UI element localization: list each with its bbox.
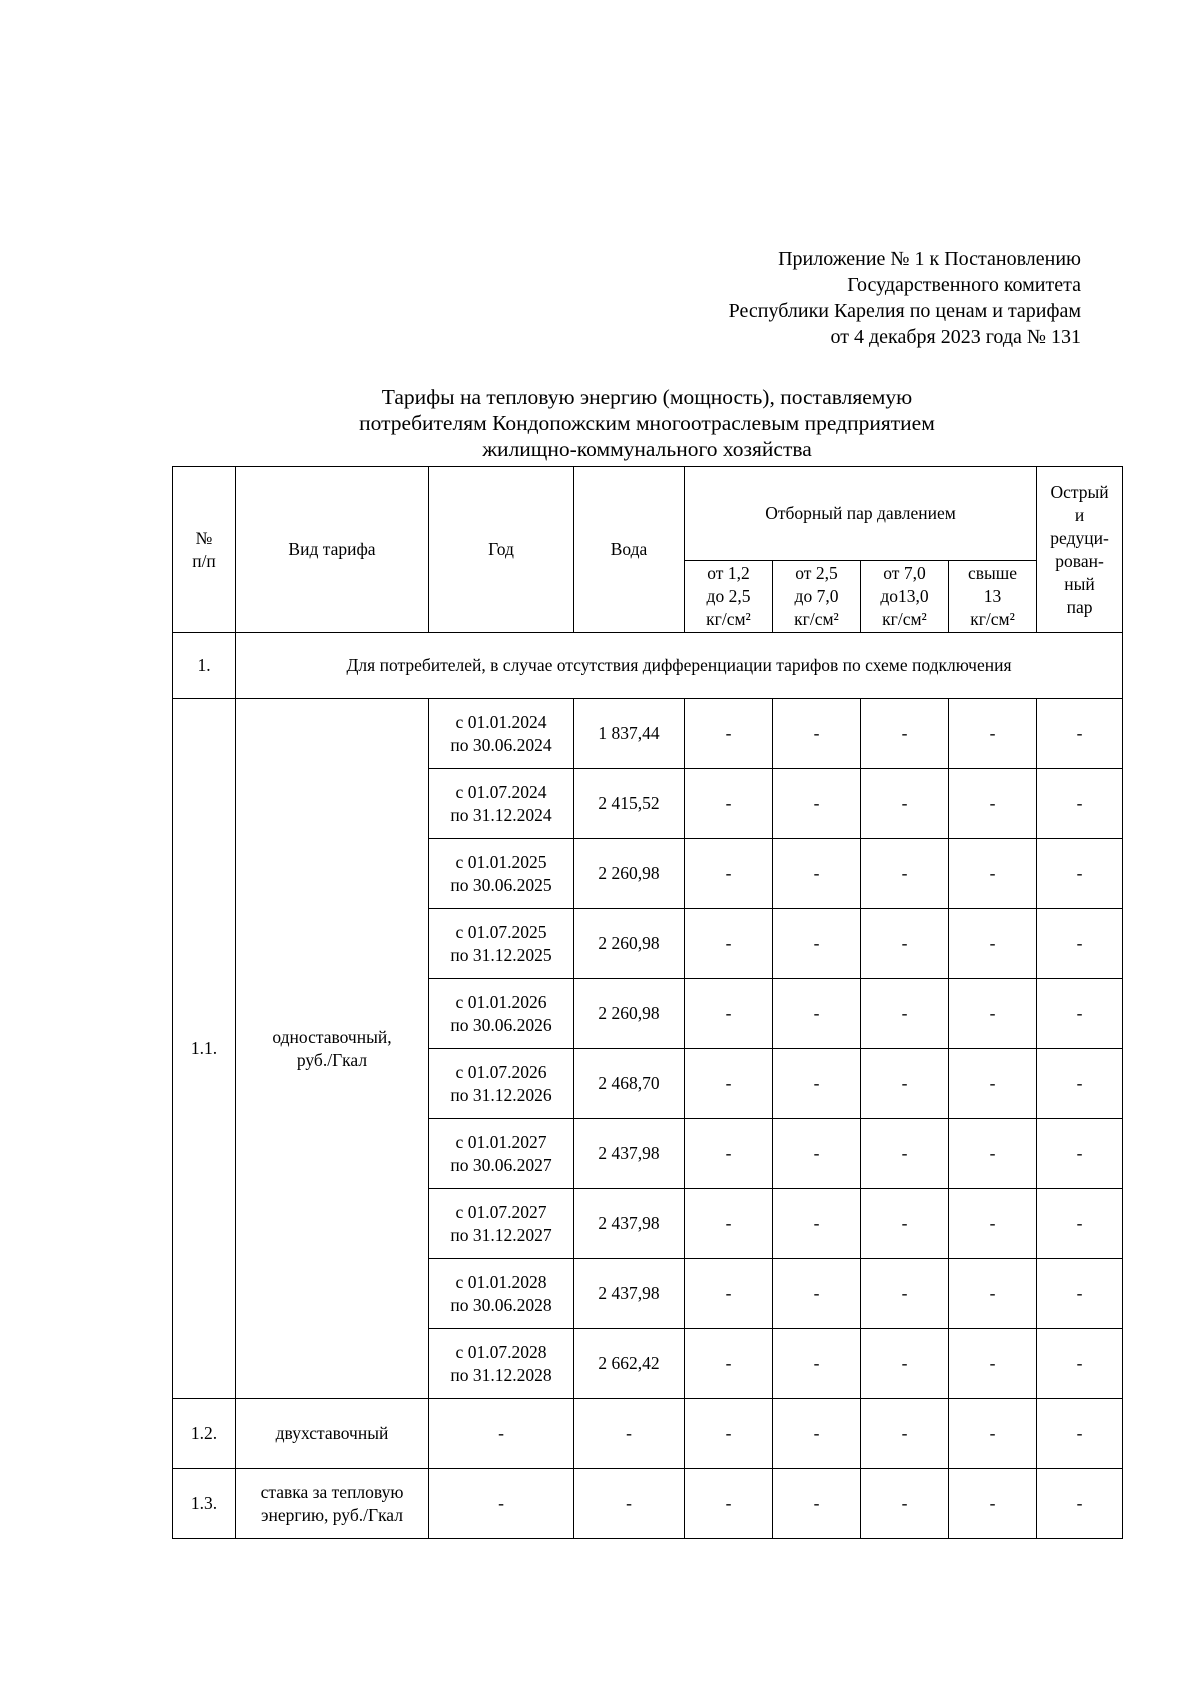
- pressure-3-cell: -: [861, 909, 949, 979]
- period-cell: с 01.07.2025 по 31.12.2025: [429, 909, 574, 979]
- pressure-2-cell: -: [773, 699, 861, 769]
- header-sharp-steam: Острый и редуци- рован- ный пар: [1037, 467, 1123, 633]
- row-sharp-steam: -: [1037, 1469, 1123, 1539]
- period-cell: с 01.07.2027 по 31.12.2027: [429, 1189, 574, 1259]
- pressure-2-cell: -: [773, 839, 861, 909]
- period-cell: с 01.07.2024 по 31.12.2024: [429, 769, 574, 839]
- document-title: [172, 384, 1122, 462]
- row-pressure-2: -: [773, 1399, 861, 1469]
- period-cell: с 01.01.2024 по 30.06.2024: [429, 699, 574, 769]
- sharp-steam-cell: -: [1037, 839, 1123, 909]
- pressure-3-cell: -: [861, 1189, 949, 1259]
- pressure-1-cell: -: [685, 1119, 773, 1189]
- sharp-steam-cell: -: [1037, 1119, 1123, 1189]
- pressure-2-cell: -: [773, 979, 861, 1049]
- appendix-line: Приложение № 1 к Постановлению: [778, 248, 1081, 270]
- row-tariff: одноставочный, руб./Гкал: [236, 699, 429, 1399]
- sharp-steam-cell: -: [1037, 979, 1123, 1049]
- table-row: [173, 699, 1123, 769]
- water-tariff-cell: 2 260,98: [574, 909, 685, 979]
- row-year: -: [429, 1469, 574, 1539]
- section-title: Для потребителей, в случае отсутствия дифференциации тарифов по схеме подключения: [236, 633, 1123, 699]
- pressure-2-cell: -: [773, 1049, 861, 1119]
- pressure-4-cell: -: [949, 1049, 1037, 1119]
- period-cell: с 01.01.2025 по 30.06.2025: [429, 839, 574, 909]
- row-sharp-steam: -: [1037, 1399, 1123, 1469]
- pressure-3-cell: -: [861, 839, 949, 909]
- row-pressure-2: -: [773, 1469, 861, 1539]
- sharp-steam-cell: -: [1037, 699, 1123, 769]
- table-row: [173, 1399, 1123, 1469]
- sharp-steam-cell: -: [1037, 1049, 1123, 1119]
- water-tariff-cell: 2 260,98: [574, 839, 685, 909]
- pressure-1-cell: -: [685, 699, 773, 769]
- appendix-line: Государственного комитета: [847, 274, 1081, 296]
- header-pressure-3: от 7,0 до13,0 кг/см²: [861, 561, 949, 633]
- water-tariff-cell: 2 468,70: [574, 1049, 685, 1119]
- header-year: Год: [429, 467, 574, 633]
- row-tariff: ставка за тепловую энергию, руб./Гкал: [236, 1469, 429, 1539]
- appendix-line: от 4 декабря 2023 года № 131: [830, 326, 1081, 348]
- pressure-1-cell: -: [685, 1189, 773, 1259]
- pressure-2-cell: -: [773, 1329, 861, 1399]
- header-pressure-1: от 1,2 до 2,5 кг/см²: [685, 561, 773, 633]
- pressure-2-cell: -: [773, 1259, 861, 1329]
- header-water: Вода: [574, 467, 685, 633]
- water-tariff-cell: 2 437,98: [574, 1189, 685, 1259]
- pressure-2-cell: -: [773, 909, 861, 979]
- tariff-table: [172, 466, 1123, 1539]
- water-tariff-cell: 2 415,52: [574, 769, 685, 839]
- pressure-3-cell: -: [861, 1119, 949, 1189]
- sharp-steam-cell: -: [1037, 1189, 1123, 1259]
- water-tariff-cell: 2 437,98: [574, 1259, 685, 1329]
- pressure-1-cell: -: [685, 1049, 773, 1119]
- sharp-steam-cell: -: [1037, 1259, 1123, 1329]
- pressure-4-cell: -: [949, 979, 1037, 1049]
- water-tariff-cell: 1 837,44: [574, 699, 685, 769]
- water-tariff-cell: 2 260,98: [574, 979, 685, 1049]
- header-pressure-2: от 2,5 до 7,0 кг/см²: [773, 561, 861, 633]
- row-num: 1.2.: [173, 1399, 236, 1469]
- section-num: 1.: [173, 633, 236, 699]
- period-cell: с 01.01.2028 по 30.06.2028: [429, 1259, 574, 1329]
- table-row: [173, 1469, 1123, 1539]
- pressure-4-cell: -: [949, 1259, 1037, 1329]
- appendix-line: Республики Карелия по ценам и тарифам: [728, 300, 1081, 322]
- pressure-1-cell: -: [685, 979, 773, 1049]
- pressure-3-cell: -: [861, 699, 949, 769]
- pressure-1-cell: -: [685, 909, 773, 979]
- row-pressure-3: -: [861, 1399, 949, 1469]
- row-pressure-4: -: [949, 1399, 1037, 1469]
- section-row: [173, 633, 1123, 699]
- period-cell: с 01.01.2026 по 30.06.2026: [429, 979, 574, 1049]
- pressure-1-cell: -: [685, 1259, 773, 1329]
- row-num: 1.3.: [173, 1469, 236, 1539]
- period-cell: с 01.07.2026 по 31.12.2026: [429, 1049, 574, 1119]
- row-water: -: [574, 1469, 685, 1539]
- row-pressure-1: -: [685, 1469, 773, 1539]
- header-tariff-type: Вид тарифа: [236, 467, 429, 633]
- title-line: потребителям Кондопожским многоотраслевым предприятием: [359, 411, 935, 435]
- pressure-4-cell: -: [949, 1329, 1037, 1399]
- sharp-steam-cell: -: [1037, 909, 1123, 979]
- row-num: 1.1.: [173, 699, 236, 1399]
- sharp-steam-cell: -: [1037, 769, 1123, 839]
- row-year: -: [429, 1399, 574, 1469]
- pressure-1-cell: -: [685, 839, 773, 909]
- water-tariff-cell: 2 437,98: [574, 1119, 685, 1189]
- pressure-2-cell: -: [773, 1189, 861, 1259]
- pressure-4-cell: -: [949, 1189, 1037, 1259]
- pressure-2-cell: -: [773, 769, 861, 839]
- header-selected-steam: Отборный пар давлением: [685, 467, 1037, 561]
- header-pressure-4: свыше 13 кг/см²: [949, 561, 1037, 633]
- sharp-steam-cell: -: [1037, 1329, 1123, 1399]
- row-tariff: двухставочный: [236, 1399, 429, 1469]
- pressure-3-cell: -: [861, 769, 949, 839]
- pressure-1-cell: -: [685, 1329, 773, 1399]
- pressure-2-cell: -: [773, 1119, 861, 1189]
- title-line: Тарифы на тепловую энергию (мощность), поставляемую: [381, 385, 913, 409]
- pressure-3-cell: -: [861, 1049, 949, 1119]
- water-tariff-cell: 2 662,42: [574, 1329, 685, 1399]
- pressure-3-cell: -: [861, 1329, 949, 1399]
- appendix-header: [729, 246, 1081, 350]
- pressure-4-cell: -: [949, 839, 1037, 909]
- pressure-4-cell: -: [949, 909, 1037, 979]
- row-pressure-4: -: [949, 1469, 1037, 1539]
- period-cell: с 01.07.2028 по 31.12.2028: [429, 1329, 574, 1399]
- title-line: жилищно-коммунального хозяйства: [482, 437, 812, 461]
- pressure-3-cell: -: [861, 979, 949, 1049]
- pressure-3-cell: -: [861, 1259, 949, 1329]
- pressure-4-cell: -: [949, 699, 1037, 769]
- header-row: [173, 467, 1123, 561]
- pressure-4-cell: -: [949, 1119, 1037, 1189]
- row-pressure-1: -: [685, 1399, 773, 1469]
- row-water: -: [574, 1399, 685, 1469]
- header-num: № п/п: [173, 467, 236, 633]
- pressure-4-cell: -: [949, 769, 1037, 839]
- row-pressure-3: -: [861, 1469, 949, 1539]
- period-cell: с 01.01.2027 по 30.06.2027: [429, 1119, 574, 1189]
- pressure-1-cell: -: [685, 769, 773, 839]
